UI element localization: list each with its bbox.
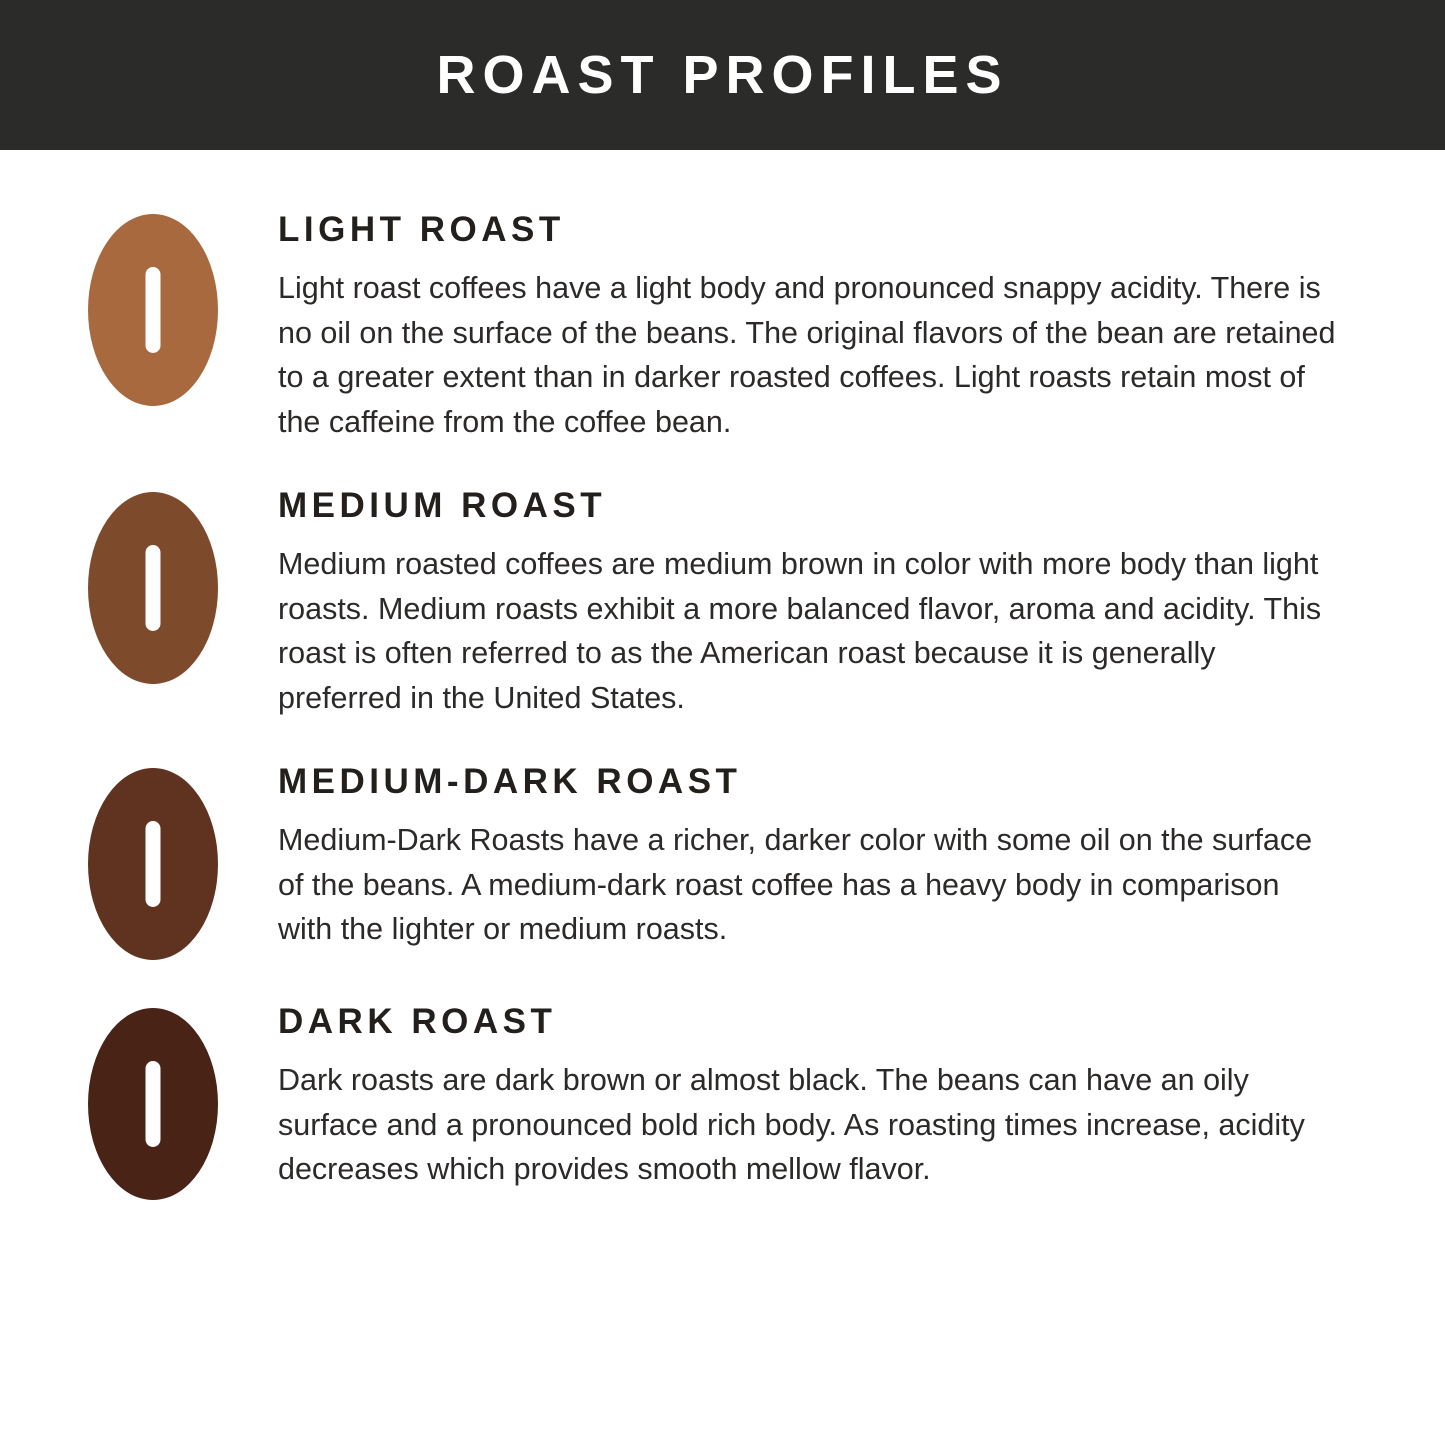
roast-description-light: Light roast coffees have a light body and pronounced snappy acidity. There is no oil on the surface of the beans. The original flavors of the bean are retained to a greater extent than in darker roasted coffees. Light roasts retain most of the caffeine from the coffee bean. [278, 271, 1336, 439]
page-title: ROAST PROFILES [436, 45, 1009, 105]
roast-description-dark: Dark roasts are dark brown or almost black. The beans can have an oily surface and a pronounced bold rich body. As roasting times increase, acidity decreases which provides smooth mellow flavor. [278, 1063, 1305, 1187]
coffee-bean-icon [88, 492, 218, 684]
roast-title-light: LIGHT ROAST [278, 210, 565, 249]
roast-text-medium-dark [278, 762, 1350, 952]
bean-icon-wrap-light [88, 208, 278, 406]
bean-icon-wrap-dark [88, 1002, 278, 1200]
roast-title-medium: MEDIUM ROAST [278, 486, 607, 526]
roast-title-medium-dark: MEDIUM-DARK ROAST [278, 762, 742, 802]
bean-icon-wrap-medium [88, 486, 278, 684]
bean-crease [146, 267, 161, 353]
roast-item-medium [88, 486, 1350, 720]
bean-crease [146, 1061, 161, 1147]
roast-description-medium: Medium roasted coffees are medium brown in color with more body than light roasts. Medium roasts exhibit a more balanced flavor, aroma and acidity. This roast is often referred to as the American roast because it is generally preferred in the United States. [278, 547, 1322, 715]
coffee-bean-icon [88, 214, 218, 406]
roast-item-dark [88, 1002, 1350, 1200]
roast-title-dark: DARK ROAST [278, 1002, 557, 1042]
roast-item-light [88, 208, 1350, 444]
bean-crease [146, 545, 161, 631]
roast-list [0, 150, 1445, 1200]
bean-icon-wrap-medium-dark [88, 762, 278, 960]
roast-description-medium-dark: Medium-Dark Roasts have a richer, darker color with some oil on the surface of the beans. A medium-dark roast coffee has a heavy body in comparison with the lighter or medium roasts. [278, 823, 1313, 947]
roast-text-dark [278, 1002, 1350, 1192]
roast-text-light [278, 208, 1350, 444]
coffee-bean-icon [88, 768, 218, 960]
header-bar [0, 0, 1445, 150]
roast-item-medium-dark [88, 762, 1350, 960]
roast-text-medium [278, 486, 1350, 720]
bean-crease [146, 821, 161, 907]
coffee-bean-icon [88, 1008, 218, 1200]
